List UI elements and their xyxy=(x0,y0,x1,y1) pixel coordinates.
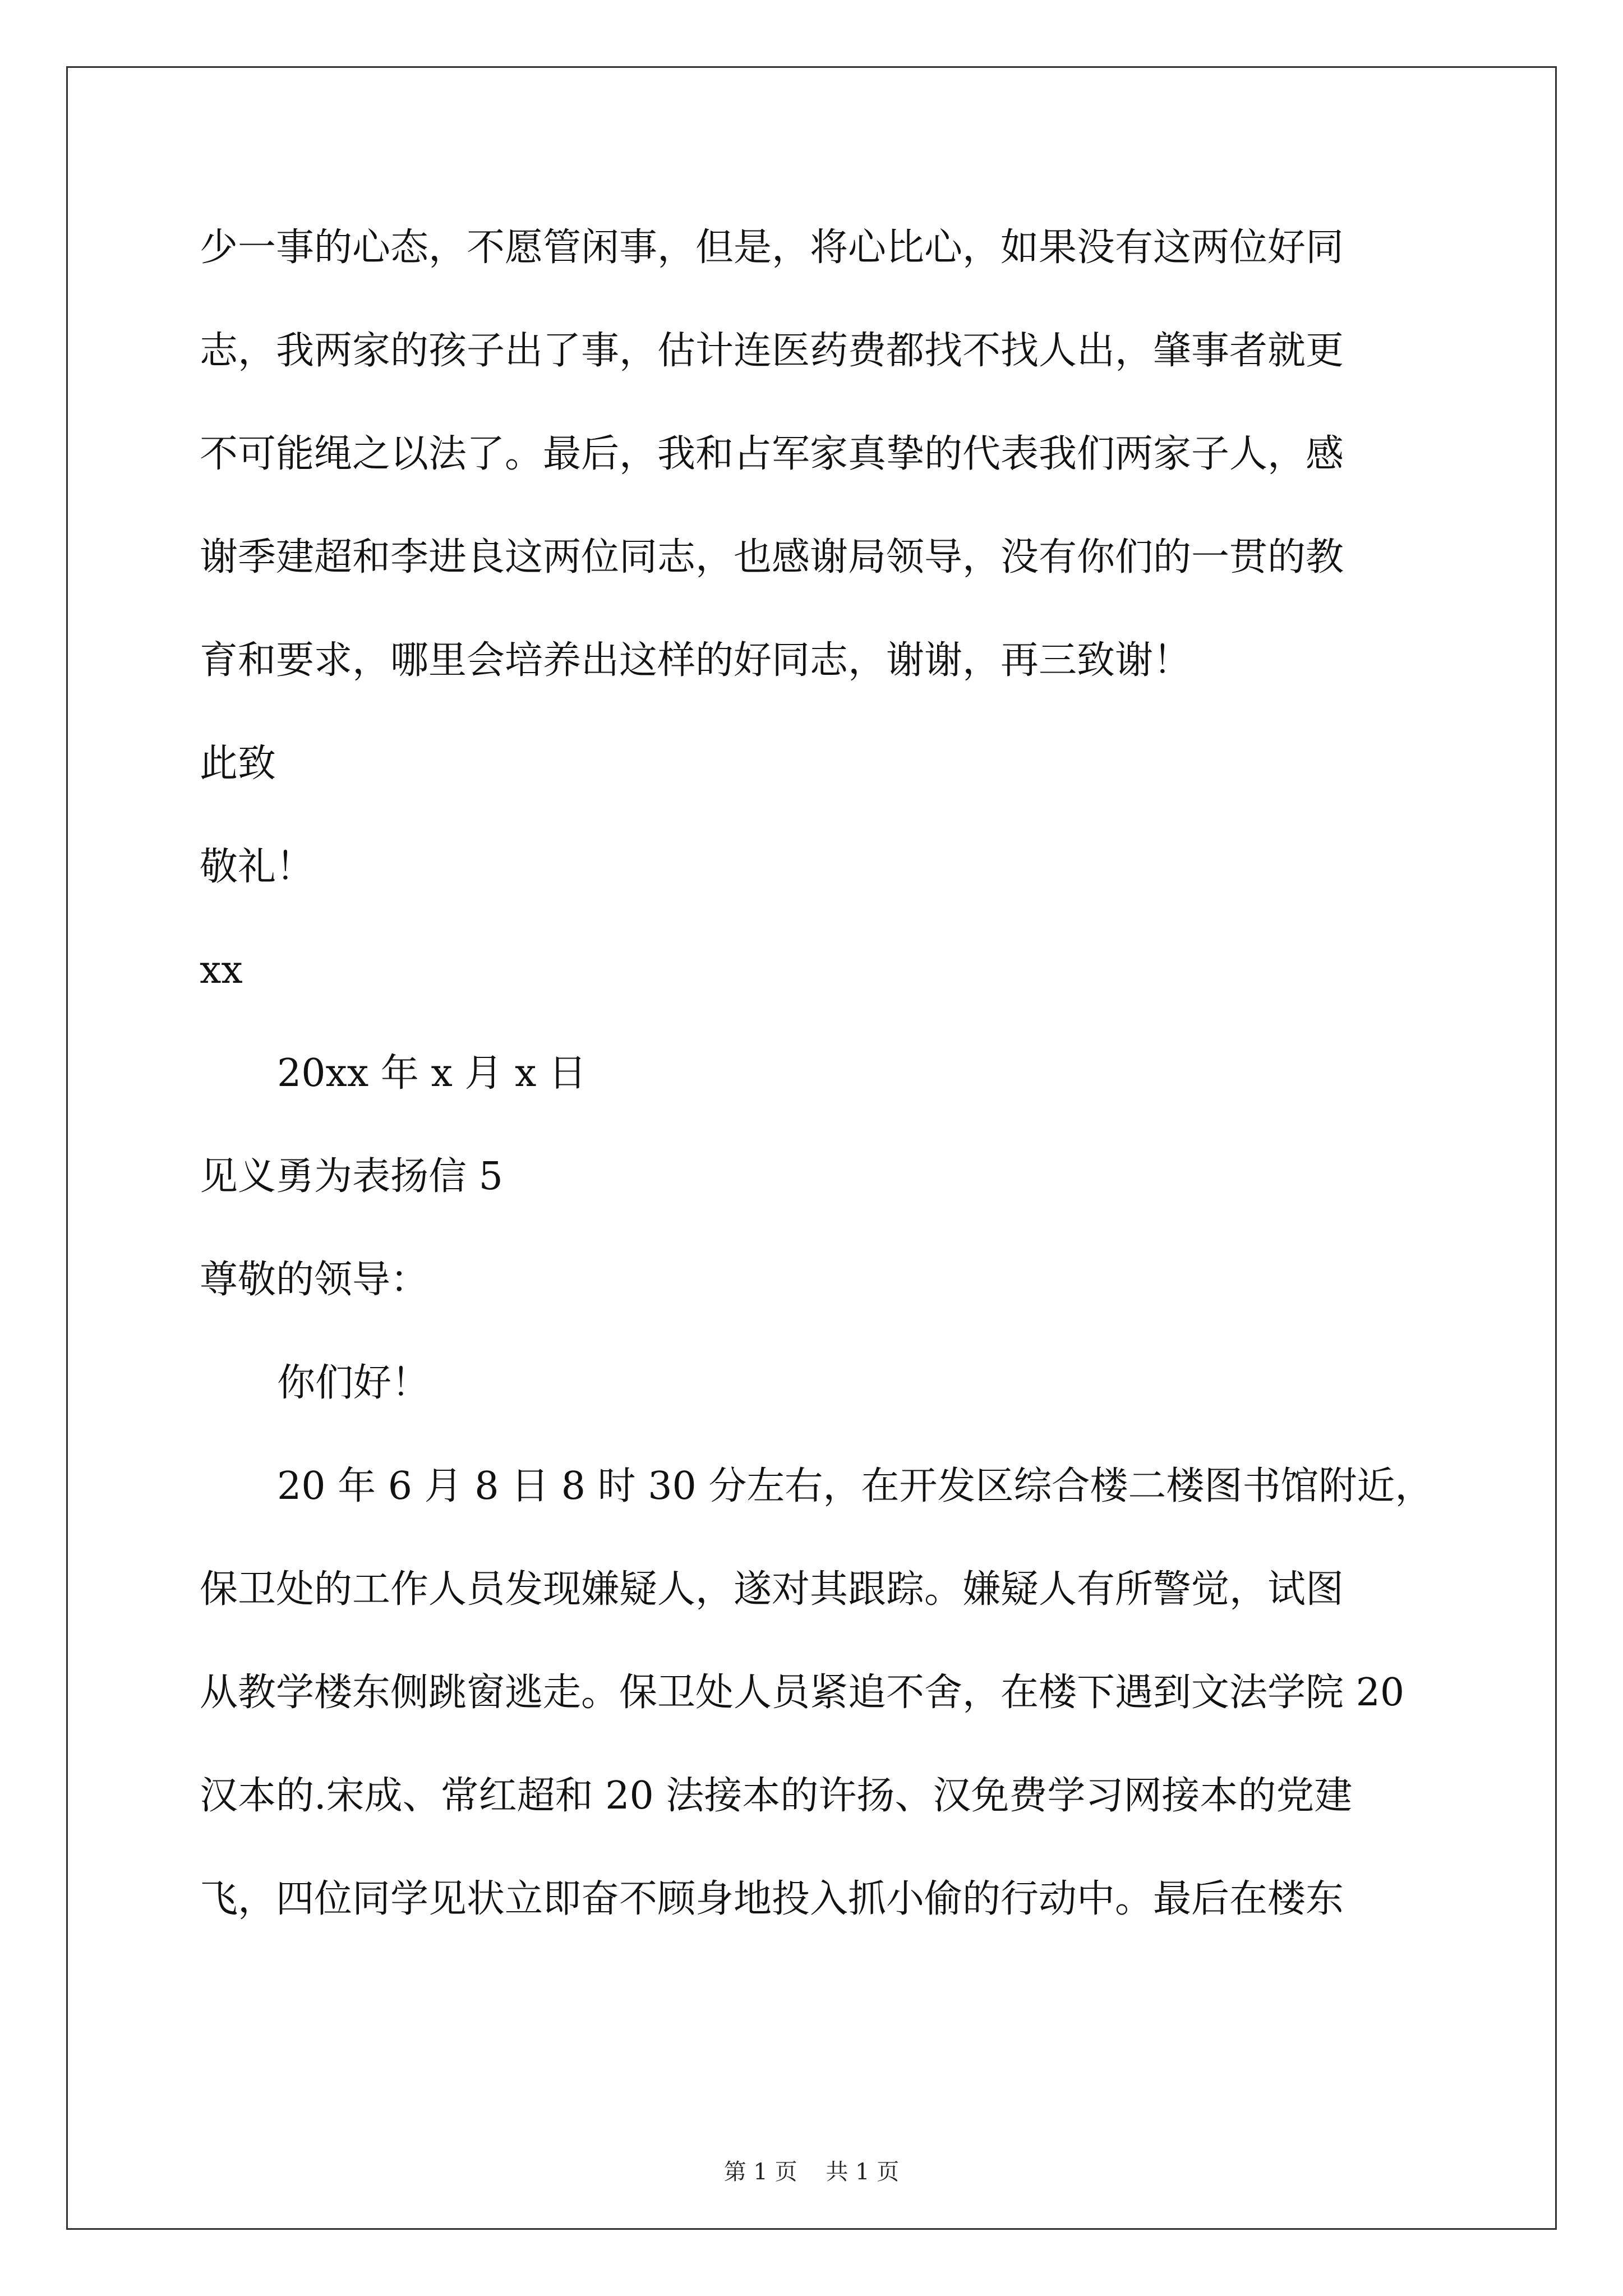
body-line-3: 不可能绳之以法了。最后，我和占军家真挚的代表我们两家子人，感 xyxy=(200,432,1344,476)
body-line-1: 少一事的心态，不愿管闲事，但是，将心比心，如果没有这两位好同 xyxy=(200,226,1344,270)
closing-respect: 敬礼！ xyxy=(200,845,315,889)
body-line-15: 从教学楼东侧跳窗逃走。保卫处人员紧追不舍，在楼下遇到文法学院 20 xyxy=(200,1671,1405,1715)
body-line-17: 飞，四位同学见状立即奋不顾身地投入抓小偷的行动中。最后在楼东 xyxy=(200,1877,1344,1921)
letter-date: 20xx 年 x 月 x 日 xyxy=(277,1051,587,1096)
body-line-14: 保卫处的工作人员发现嫌疑人，遂对其跟踪。嫌疑人有所警觉，试图 xyxy=(200,1567,1344,1612)
body-line-16: 汉本的.宋成、常红超和 20 法接本的许扬、汉免费学习网接本的党建 xyxy=(200,1774,1353,1818)
closing-salutation: 此致 xyxy=(200,742,276,786)
body-line-2: 志，我两家的孩子出了事，估计连医药费都找不找人出，肇事者就更 xyxy=(200,329,1344,373)
signature: xx xyxy=(200,948,243,992)
page-footer: 第 1 页 共 1 页 xyxy=(723,2159,900,2185)
body-line-4: 谢季建超和李进良这两位同志，也感谢局领导，没有你们的一贯的教 xyxy=(200,535,1344,579)
body-line-13: 20 年 6 月 8 日 8 时 30 分左右，在开发区综合楼二楼图书馆附近， xyxy=(277,1464,1433,1508)
body-line-5: 育和要求，哪里会培养出这样的好同志，谢谢，再三致谢！ xyxy=(200,638,1192,683)
section-title: 见义勇为表扬信 5 xyxy=(200,1154,503,1199)
greeting-recipient: 尊敬的领导： xyxy=(200,1258,429,1302)
greeting-hello: 你们好！ xyxy=(277,1361,430,1405)
